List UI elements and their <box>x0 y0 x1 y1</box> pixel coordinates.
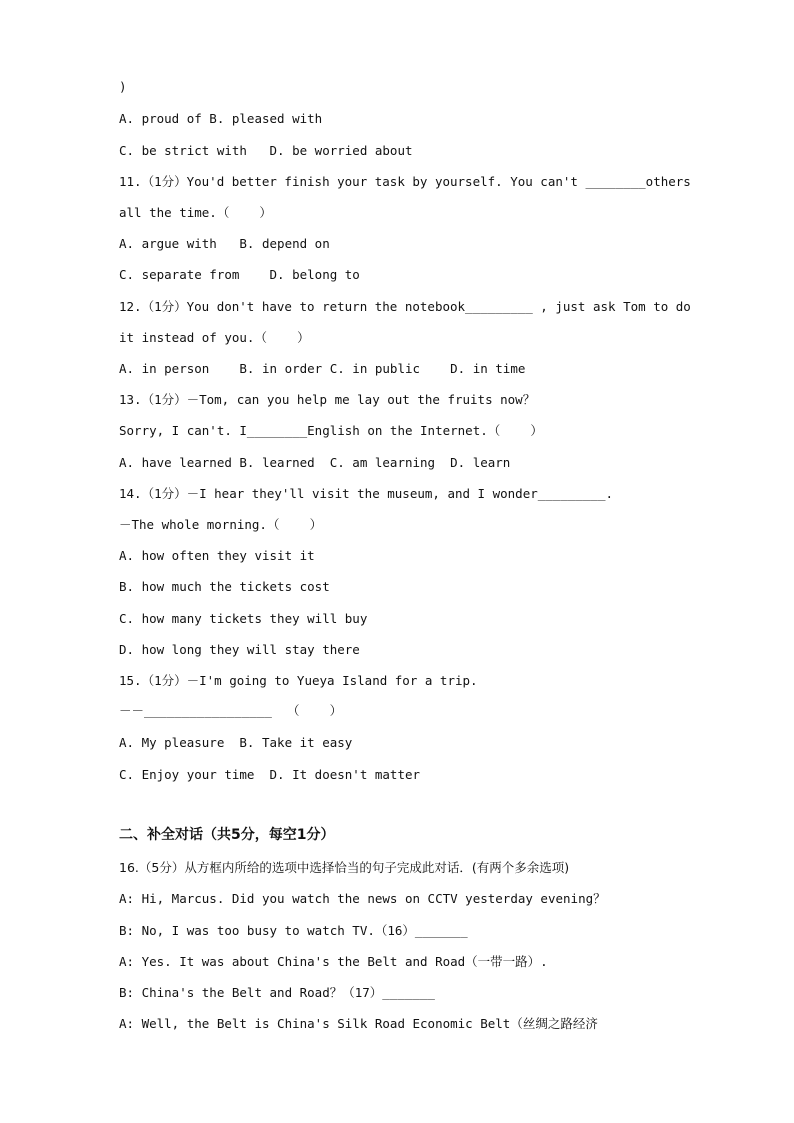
question-13-stem: 13.（1分）－Tom, can you help me lay out the fruits now？ <box>119 392 536 407</box>
dialogue-line-5: A: Well, the Belt is China's Silk Road Economic Belt（丝绸之路经济 <box>119 1016 598 1031</box>
question-10-stem-end: ) <box>119 79 127 94</box>
question-12-stem-cont: it instead of you.（ ） <box>119 330 310 345</box>
question-13-options: A. have learned B. learned C. am learning D. learn <box>119 455 511 470</box>
question-15-options-cd: C. Enjoy your time D. It doesn't matter <box>119 767 421 782</box>
question-14-stem: 14.（1分）－I hear they'll visit the museum, and I wonder_________. <box>119 486 614 501</box>
question-10-options-cd: C. be strict with D. be worried about <box>119 143 413 158</box>
dialogue-line-1: A: Hi, Marcus. Did you watch the news on CCTV yesterday evening？ <box>119 891 606 906</box>
question-14-option-b: B. how much the tickets cost <box>119 579 330 594</box>
section-heading: 二、补全对话（共5分，每空1分） <box>119 827 335 843</box>
dialogue-line-4: B: China's the Belt and Road？（17）_______ <box>119 985 435 1000</box>
question-11-stem: 11.（1分）You'd better finish your task by yourself. You can't ________others <box>119 174 691 189</box>
question-11-stem-cont: all the time.（ ） <box>119 205 272 220</box>
question-13-stem-cont: Sorry, I can't. I________English on the Internet.（ ） <box>119 423 543 438</box>
question-15-stem-cont: －－_________________ （ ） <box>119 703 343 718</box>
question-15-stem: 15.（1分）－I'm going to Yueya Island for a trip. <box>119 673 478 688</box>
question-14-stem-cont: －The whole morning.（ ） <box>119 517 323 532</box>
question-12-stem: 12.（1分）You don't have to return the notebook_________ , just ask Tom to do <box>119 299 691 314</box>
dialogue-line-2: B: No, I was too busy to watch TV.（16）_______ <box>119 923 468 938</box>
question-12-options: A. in person B. in order C. in public D. in time <box>119 361 526 376</box>
question-16-instruction: 16.（5分）从方框内所给的选项中选择恰当的句子完成此对话．(有两个多余选项) <box>119 860 570 875</box>
question-10-options-ab: A. proud of B. pleased with <box>119 111 323 126</box>
question-14-option-c: C. how many tickets they will buy <box>119 611 368 626</box>
question-11-options-cd: C. separate from D. belong to <box>119 267 360 282</box>
question-14-option-d: D. how long they will stay there <box>119 642 360 657</box>
question-14-option-a: A. how often they visit it <box>119 548 315 563</box>
question-11-options-ab: A. argue with B. depend on <box>119 236 330 251</box>
dialogue-line-3: A: Yes. It was about China's the Belt and Road（一带一路）. <box>119 954 548 969</box>
question-15-options-ab: A. My pleasure B. Take it easy <box>119 735 353 750</box>
